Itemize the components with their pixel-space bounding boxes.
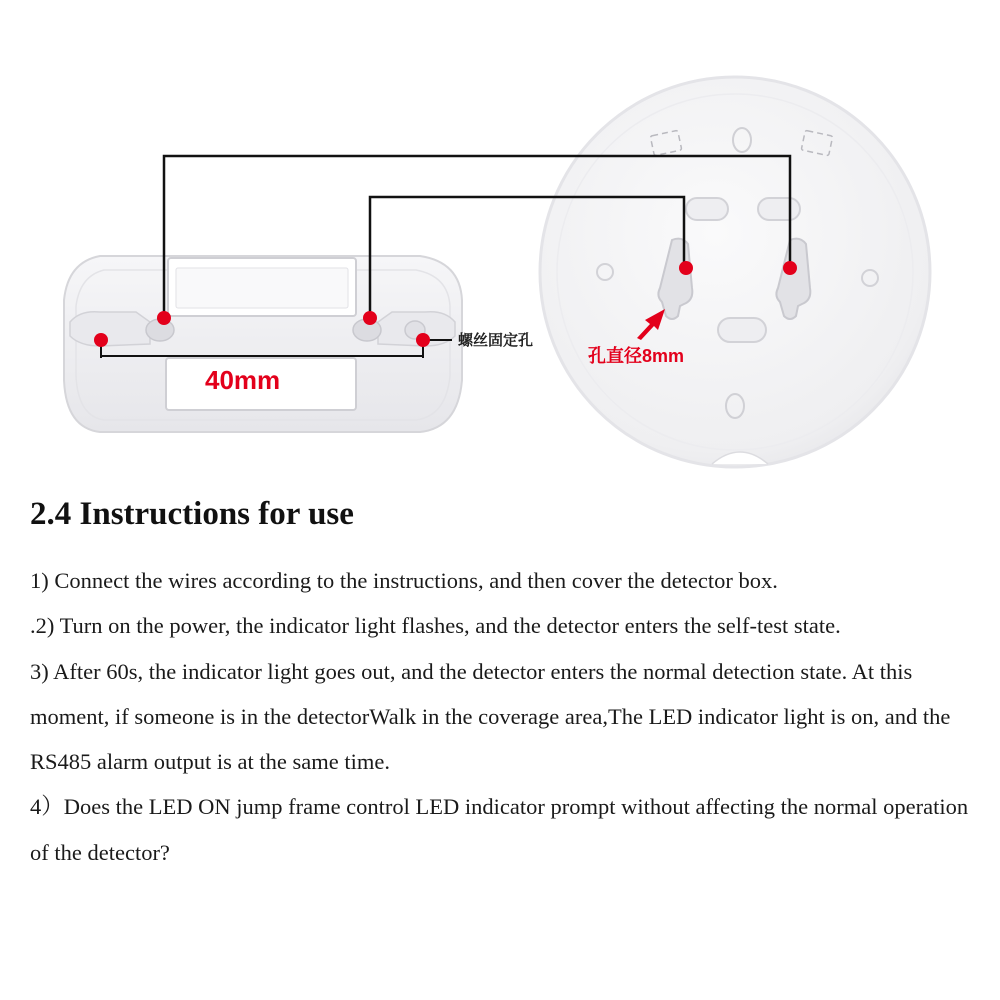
round-base [540, 77, 930, 467]
marker-dot [363, 311, 377, 325]
instruction-item: .2) Turn on the power, the indicator light flashes, and the detector enters the self-test state. [30, 613, 841, 639]
dimension-label: 40mm [205, 365, 281, 395]
instruction-item: 4）Does the LED ON jump frame control LED indicator prompt without affecting the normal operation of the detector? [30, 794, 969, 865]
instruction-item: 3) After 60s, the indicator light goes out, and the detector enters the normal detection state. At this moment, if someone is in the detectorWalk in the coverage area,The LED indicator light is on, and the RS485 alarm output is at the same time. [30, 658, 951, 775]
instruction-item: 1) Connect the wires according to the instructions, and then cover the detector box. [30, 568, 778, 593]
mounting-plate [64, 256, 462, 432]
marker-dot [783, 261, 797, 275]
instructions-list [30, 558, 980, 875]
hole-diameter-label: 孔直径8mm [588, 346, 685, 366]
marker-dot [157, 311, 171, 325]
mounting-diagram [0, 0, 1000, 480]
marker-dot [416, 333, 430, 347]
screw-hole-label: 螺丝固定孔 [458, 332, 534, 349]
marker-dot [679, 261, 693, 275]
section-title: 2.4 Instructions for use [30, 496, 354, 532]
marker-dot [94, 333, 108, 347]
